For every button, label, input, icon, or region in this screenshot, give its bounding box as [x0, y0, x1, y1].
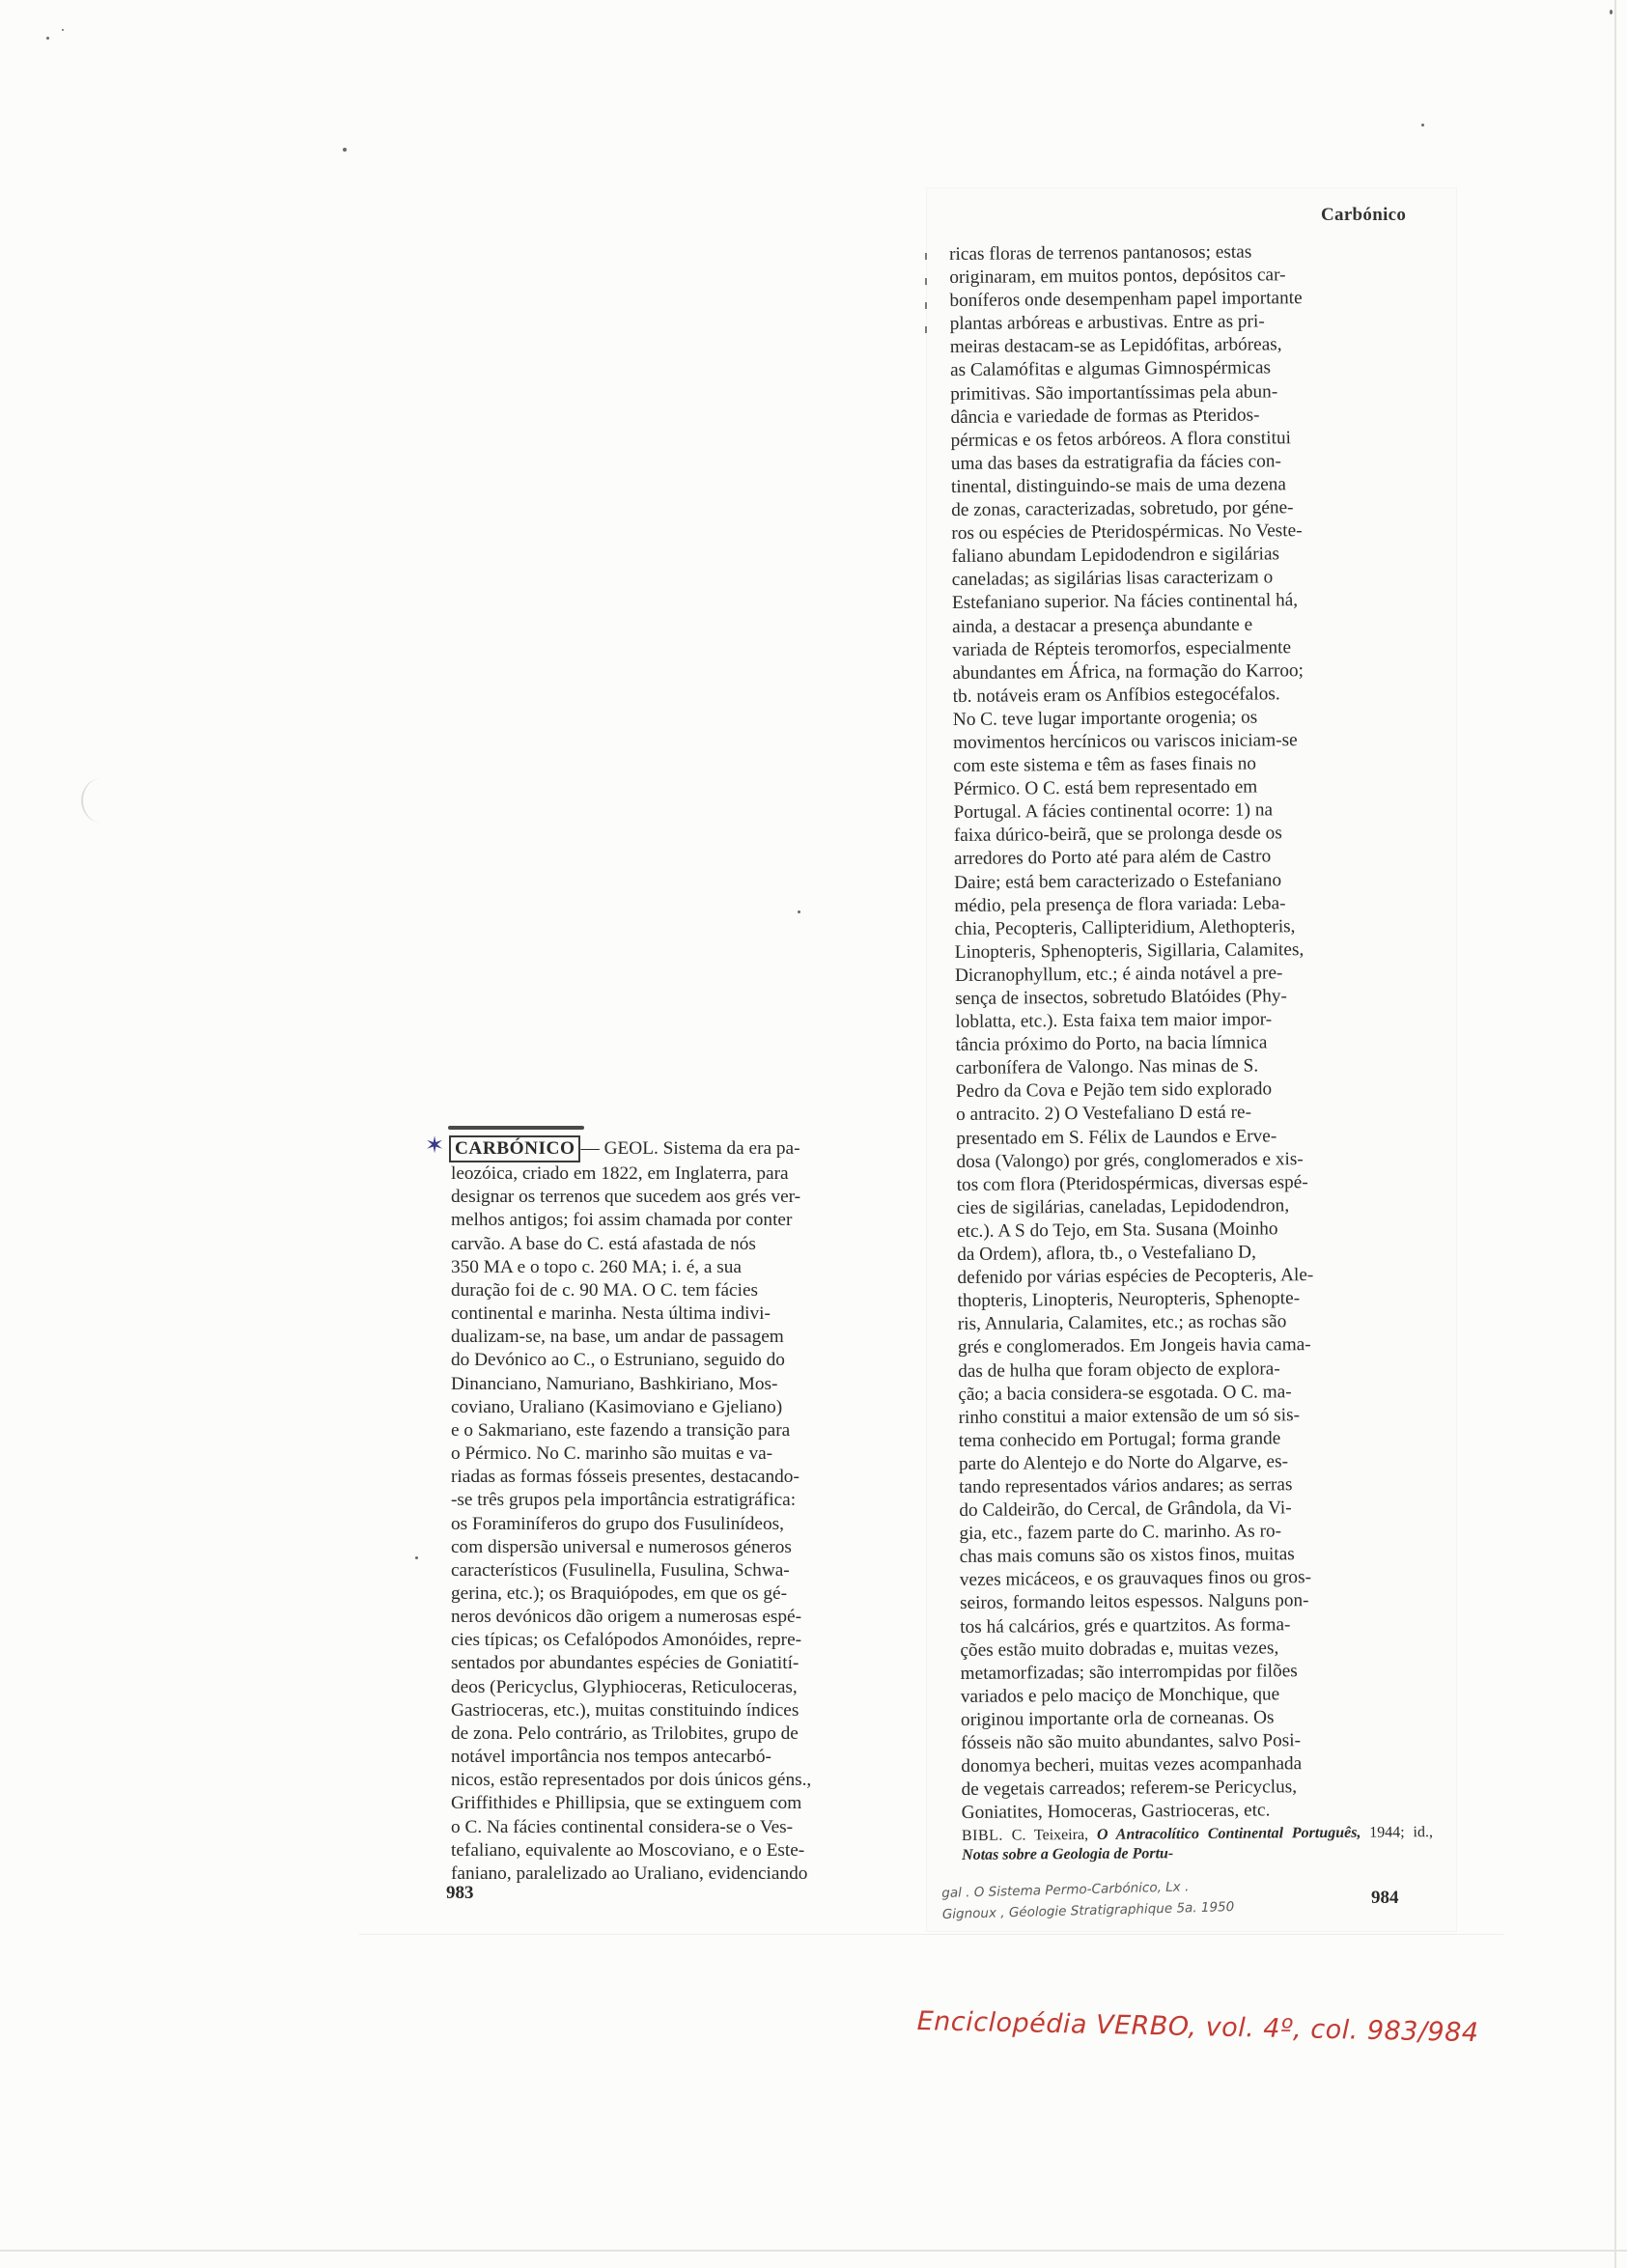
text-line: thopteris, Linopteris, Neuropteris, Sphenopte-	[957, 1288, 1301, 1312]
text-line: gerina, etc.); os Braquiópodes, em que os gé-	[451, 1582, 788, 1604]
text-line: continental e marinha. Nesta última indivi-	[451, 1303, 771, 1325]
text-line: -se três grupos pela importância estratigráfica:	[451, 1490, 797, 1511]
text-line: de vegetais carreados; referem-se Pericyclus,	[961, 1777, 1298, 1801]
text-line: seiros, formando leitos espessos. Nalguns pon-	[959, 1590, 1309, 1614]
text-line: leozóica, criado em 1822, em Inglaterra, para	[451, 1163, 789, 1185]
page-number-left: 983	[446, 1883, 474, 1903]
text-line: cies de sigilárias, caneladas, Lepidodendron,	[956, 1195, 1290, 1218]
text-line: rinho constitui a maior extensão de um só sis-	[958, 1404, 1301, 1428]
text-line: 350 MA e o topo c. 260 MA; i. é, a sua	[451, 1256, 742, 1277]
text-line: sentados por abundantes espécies de Goniatití-	[451, 1653, 799, 1674]
text-line: melhos antigos; foi assim chamada por conter	[451, 1210, 793, 1231]
text-line: tos há calcários, grés e quartzitos. As forma-	[960, 1613, 1291, 1638]
text-line: tefaliano, equivalente ao Moscoviano, e o Este-	[451, 1839, 805, 1861]
margin-tick	[925, 253, 927, 260]
text-line: carvão. A base do C. está afastada de nós	[451, 1233, 756, 1254]
margin-tick	[925, 278, 927, 285]
text-line: chas mais comuns são os xistos finos, muitas	[959, 1544, 1295, 1568]
scan-speck	[415, 1556, 418, 1559]
bibliography-author: C. Teixeira,	[1011, 1827, 1089, 1844]
text-line: arredores do Porto até para além de Castro	[953, 846, 1272, 870]
text-line: ção; a bacia considera-se esgotada. O C. ma-	[958, 1381, 1292, 1405]
bibliography-title-1: O Antracolítico Continental Português,	[1096, 1825, 1361, 1844]
text-line: boníferos onde desempenham papel importante	[949, 288, 1303, 312]
text-line: sença de insectos, sobretudo Blatóides (Phy-	[955, 986, 1287, 1009]
text-line: Dicranophyllum, etc.; é ainda notável a pre-	[954, 963, 1283, 986]
headword-definition-start: — GEOL. Sistema da era pa-	[580, 1138, 800, 1159]
text-line: nicos, estão representados por dois únicos géns.,	[451, 1770, 812, 1791]
scan-speck	[1610, 10, 1613, 14]
text-line: da Ordem), aflora, tb., o Vestefaliano D,	[957, 1242, 1256, 1265]
text-line: notável importância nos tempos antecarbó-	[451, 1747, 771, 1768]
text-line: etc.). A S do Tejo, em Sta. Susana (Moinho	[956, 1218, 1278, 1242]
text-line: faniano, paralelizado ao Uraliano, evidenciando	[451, 1862, 808, 1884]
bibliography-label: BIBL.	[961, 1827, 1003, 1845]
text-line: ricas floras de terrenos pantanosos; estas	[949, 241, 1252, 265]
scan-speck	[62, 29, 64, 31]
text-line: tinental, distinguindo-se mais de uma dezena	[950, 474, 1287, 497]
text-line: dosa (Valongo) por grés, conglomerados e xis-	[956, 1148, 1304, 1172]
left-column-text	[451, 1135, 926, 1886]
text-line: tb. notáveis eram os Anfíbios estegocéfalos.	[952, 684, 1280, 707]
margin-tick	[925, 302, 927, 309]
text-line: uma das bases da estratigrafia da fácies con-	[950, 451, 1281, 474]
scan-edge-right	[1614, 0, 1616, 2268]
text-line: ainda, a destacar a presença abundante e	[952, 614, 1253, 637]
text-line: ros ou espécies de Pteridospérmicas. No Veste-	[951, 520, 1303, 545]
text-line: fósseis não são muito abundantes, salvo Posi-	[961, 1730, 1302, 1753]
text-line: meiras destacam-se as Lepidófitas, arbóreas,	[949, 334, 1282, 358]
text-line: Pedro da Cova e Pejão tem sido explorado	[955, 1078, 1273, 1103]
text-line: variada de Répteis teromorfos, especialmente	[952, 636, 1292, 660]
text-line: os Foraminíferos do grupo dos Fusulinídeos,	[451, 1513, 784, 1534]
text-line: tância próximo do Porto, na bacia límnica	[955, 1032, 1268, 1056]
margin-tick	[925, 326, 927, 333]
scan-edge-bottom	[0, 2250, 1627, 2252]
handwritten-line-1: gal . O Sistema Permo-Carbónico, Lx .	[941, 1879, 1190, 1901]
text-line: chia, Pecopteris, Callipteridium, Alethopteris,	[954, 915, 1296, 939]
text-line: o Pérmico. No C. marinho são muitas e va-	[451, 1443, 773, 1465]
scan-speck	[46, 37, 49, 40]
text-line: com dispersão universal e numerosos géneros	[451, 1536, 792, 1557]
bibliography-year: 1944; id.,	[1369, 1824, 1434, 1842]
text-line: metamorfizadas; são interrompidas por filões	[960, 1660, 1298, 1684]
text-line: primitivas. São importantíssimas pela abun-	[950, 380, 1278, 405]
text-line: deos (Pericyclus, Glyphioceras, Reticuloceras,	[451, 1676, 798, 1697]
text-line: Portugal. A fácies continental ocorre: 1) na	[953, 799, 1274, 824]
text-line: de zona. Pelo contrário, as Trilobites, grupo de	[451, 1722, 799, 1744]
text-line: No C. teve lugar importante orogenia; os	[952, 707, 1258, 730]
text-line: grés e conglomerados. Em Jongeis havia cama-	[957, 1334, 1311, 1358]
text-line: tos com flora (Pteridospérmicas, diversas espé-	[956, 1171, 1308, 1195]
text-line: dância e variedade de formas as Pteridos-	[950, 405, 1260, 428]
text-line: Goniatites, Homoceras, Gastrioceras, etc.	[961, 1800, 1271, 1824]
text-line: tema conhecido em Portugal; forma grande	[958, 1428, 1281, 1451]
text-line: donomya becheri, muitas vezes acompanhada	[961, 1753, 1303, 1778]
headword: CARBÓNICO	[449, 1135, 580, 1162]
right-column-text	[949, 239, 1433, 1865]
text-line: e o Sakmariano, este fazendo a transição para	[451, 1419, 791, 1441]
text-line: Gastrioceras, etc.), muitas constituindo índices	[451, 1699, 799, 1721]
text-line: com este sistema e têm as fases finais no	[953, 753, 1257, 777]
entry-heading-line	[451, 1135, 926, 1162]
right-text-lines	[949, 239, 1433, 1825]
text-line: vezes micáceos, e os grauvaques finos ou gros-	[959, 1567, 1312, 1591]
text-line: Estefaniano superior. Na fácies continental há,	[951, 590, 1299, 614]
text-line: ris, Annularia, Calamites, etc.; as rochas são	[957, 1311, 1287, 1335]
text-line: defenido por várias espécies de Pecopteris, Ale-	[957, 1265, 1314, 1289]
text-line: as Calamófitas e algumas Gimnospérmicas	[949, 357, 1272, 381]
text-line: caneladas; as sigilárias lisas caracterizam o	[951, 567, 1274, 591]
text-line: pérmicas e os fetos arbóreos. A flora constitui	[950, 427, 1292, 451]
scan-speck	[343, 148, 347, 152]
bibliography	[962, 1823, 1433, 1865]
text-line: loblatta, etc.). Esta faixa tem maior impor-	[955, 1009, 1273, 1033]
text-line: cies típicas; os Cefalópodos Amonóides, repre-	[451, 1630, 802, 1651]
text-line: variados e pelo maciço de Monchique, que	[960, 1684, 1280, 1707]
text-line: Griffithides e Phillipsia, que se extinguem com	[451, 1793, 802, 1814]
clipping-bottom-edge	[359, 1934, 1503, 1935]
text-line: ções estão muito dobradas e, muitas vezes,	[960, 1637, 1279, 1661]
left-text-lines	[451, 1162, 926, 1886]
text-line: das de hulha que foram objecto de explora-	[958, 1358, 1280, 1382]
text-line: parte do Alentejo e do Norte do Algarve, es-	[958, 1451, 1289, 1474]
text-line: originou importante orla de corneanas. Os	[960, 1707, 1275, 1730]
text-line: Daire; está bem caracterizado o Estefaniano	[954, 869, 1282, 893]
text-line: movimentos hercínicos ou variscos iniciam-se	[952, 730, 1298, 753]
handwritten-line-2: Gignoux , Géologie Stratigraphique 5a. 1950	[941, 1899, 1235, 1922]
scan-speck	[1421, 124, 1424, 126]
text-line: Linopteris, Sphenopteris, Sigillaria, Calamites,	[954, 938, 1304, 963]
text-line: faixa dúrico-beirã, que se prolonga desde os	[953, 823, 1282, 847]
text-line: abundantes em África, na formação do Karroo;	[952, 659, 1304, 684]
text-line: coviano, Uraliano (Kasimoviano e Gjeliano)	[451, 1396, 783, 1417]
text-line: carbonífera de Valongo. Nas minas de S.	[955, 1055, 1259, 1079]
text-line: médio, pela presença de flora variada: Leba-	[954, 892, 1286, 916]
handwritten-source-note: Enciclopédia VERBO, vol. 4º, col. 983/984	[916, 2006, 1479, 2049]
text-line: plantas arbóreas e arbustivas. Entre as pri-	[949, 311, 1265, 335]
text-line: designar os terrenos que sucedem aos grés ver-	[451, 1187, 801, 1208]
text-line: originaram, em muitos pontos, depósitos car-	[949, 265, 1286, 289]
text-line: gia, etc., fazem parte do C. marinho. As ro-	[959, 1521, 1282, 1545]
text-line: do Caldeirão, do Cercal, de Grândola, da Vi-	[959, 1498, 1292, 1522]
text-line: o C. Na fácies continental considera-se o Ves-	[451, 1816, 794, 1837]
text-line: riadas as formas fósseis presentes, destacando-	[451, 1467, 799, 1488]
running-header: Carbónico	[1321, 205, 1407, 225]
text-line: do Devónico ao C., o Estruniano, seguido do	[451, 1350, 785, 1371]
text-line: de zonas, caracterizadas, sobretudo, por géne-	[951, 497, 1294, 521]
punch-hole-mark	[81, 778, 122, 823]
star-annotation-icon: ✶	[425, 1132, 445, 1159]
text-line: presentado em S. Félix de Laundos e Erve-	[956, 1125, 1277, 1149]
text-line: duração foi de c. 90 MA. O C. tem fácies	[451, 1279, 759, 1301]
text-line: Pérmico. O C. está bem representado em	[953, 776, 1258, 800]
bibliography-title-2: Notas sobre a Geologia de Portu-	[962, 1845, 1174, 1864]
text-line: o antracito. 2) O Vestefaliano D está re-	[956, 1103, 1252, 1126]
page-number-right: 984	[1371, 1888, 1399, 1908]
text-line: faliano abundam Lepidodendron e sigilárias	[951, 544, 1280, 568]
text-line: dualizam-se, na base, um andar de passagem	[451, 1327, 784, 1348]
text-line: característicos (Fusulinella, Fusulina, Schwa-	[451, 1559, 790, 1581]
text-line: tando representados vários andares; as serras	[959, 1474, 1293, 1498]
text-line: neros devónicos dão origem a numerosas espé-	[451, 1607, 802, 1628]
scan-speck	[798, 910, 800, 913]
text-line: Dinanciano, Namuriano, Bashkiriano, Mos-	[451, 1373, 778, 1394]
